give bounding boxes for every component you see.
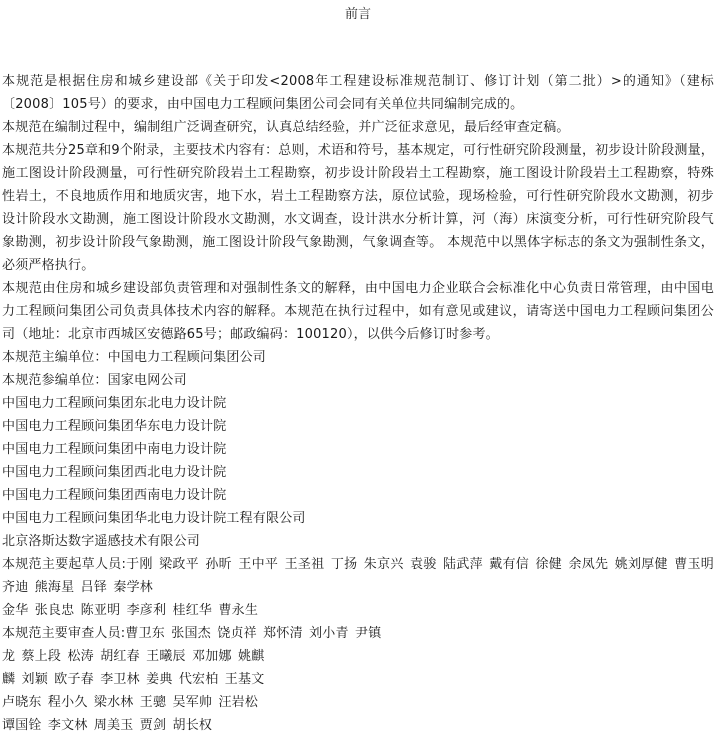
reviewers-list-continued: 龙 蔡上段 松涛 胡红春 王曦辰 邓加娜 姚麒 [2,649,265,664]
document-title: 前言 [344,7,371,22]
paragraph-management: 本规范由住房和城乡建设部负责管理和对强制性条文的解释，由中国电力企业联合会标准化中心负责日常管理，由中国电力工程顾问集团公司负责具体技术内容的解释。本规范在执行过程中，如有意见或建议，请寄送中国电力工程顾问集团公司（地址：北京市西城区安德路65号；邮政编码：100120），以供今后修订时参考。 [2,281,714,342]
participating-unit-item: 中国电力工程顾问集团中南电力设计院 [2,442,227,457]
drafters-list-continued: 金华 张良忠 陈亚明 李彦利 桂红华 曹永生 [2,603,259,618]
paragraph-process: 本规范在编制过程中，编制组广泛调查研究，认真总结经验，并广泛征求意见，最后经审查定稿。 [2,120,570,135]
participating-unit-item: 中国电力工程顾问集团西南电力设计院 [2,488,227,503]
paragraph-contents: 本规范共分25章和9个附录，主要技术内容有：总则，术语和符号，基本规定，可行性研究阶段测量，初步设计阶段测量，施工图设计阶段测量，可行性研究阶段岩土工程勘察，初步设计阶段岩土工程勘察，施工图设计阶段岩土工程勘察，特殊性岩土，不良地质作用和地质灾害，地下水，岩土工程勘察方法，原位试验，现场检验，可行性研究阶段水文勘测，初步设计阶段水文勘测，施工图设计阶段水文勘测，水文调查，设计洪水分析计算，河（海）床演变分析，可行性研究阶段气象勘测，初步设计阶段气象勘测，施工图设计阶段气象勘测，气象调查等。 本规范中以黑体字标志的条文为强制性条文，必须严格执行。 [2,143,714,273]
participating-unit: 本规范参编单位：国家电网公司 [2,373,187,388]
reviewers-list-continued: 谭国铨 李文林 周美玉 贾剑 胡长权 [2,718,213,733]
reviewers-list-continued: 麟 刘颖 欧子春 李卫林 姜典 代宏柏 王基文 [2,672,265,687]
reviewers-list: 本规范主要审查人员:曹卫东 张国杰 饶贞祥 郑怀清 刘小青 尹镇 [2,626,382,641]
participating-unit-item: 北京洛斯达数字遥感技术有限公司 [2,534,201,549]
reviewers-list-continued: 卢晓东 程小久 梁水林 王骢 吴军帅 汪岩松 [2,695,259,710]
participating-unit-item: 中国电力工程顾问集团华北电力设计院工程有限公司 [2,511,306,526]
drafters-list: 本规范主要起草人员:于刚 梁政平 孙昕 王中平 王圣祖 丁扬 朱京兴 袁骏 陆武萍 戴有信 徐健 余凤先 姚刘厚健 曹玉明 齐迪 熊海星 吕铎 秦学林 [2,557,714,595]
document-body [2,70,714,737]
paragraph-basis: 本规范是根据住房和城乡建设部《关于印发<2008年工程建设标准规范制订、修订计划（第二批）>的通知》（建标〔2008〕105号）的要求，由中国电力工程顾问集团公司会同有关单位共同编制完成的。 [2,74,714,112]
participating-unit-item: 中国电力工程顾问集团东北电力设计院 [2,396,227,411]
participating-unit-item: 中国电力工程顾问集团西北电力设计院 [2,465,227,480]
participating-unit-item: 中国电力工程顾问集团华东电力设计院 [2,419,227,434]
chief-editor-unit: 本规范主编单位：中国电力工程顾问集团公司 [2,350,267,365]
